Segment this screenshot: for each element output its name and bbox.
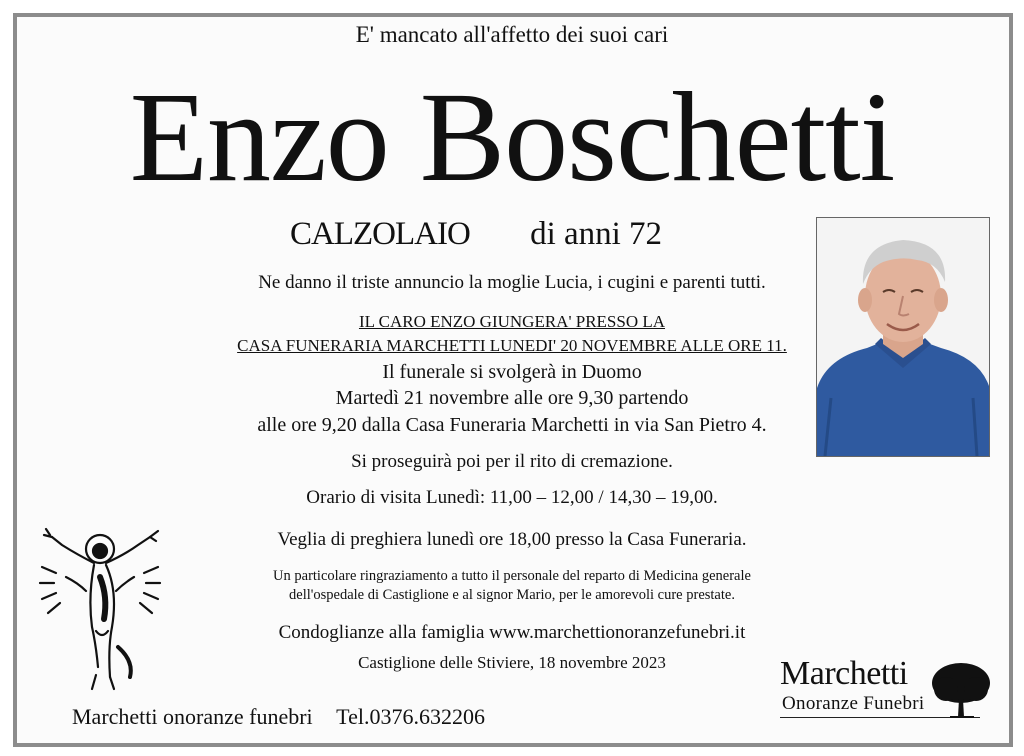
christ-drawing xyxy=(38,527,163,692)
announcement: Ne danno il triste annuncio la moglie Lucia, i cugini e parenti tutti. xyxy=(258,272,766,293)
funeral-line-2: Martedì 21 novembre alle ore 9,30 partendo xyxy=(335,387,689,409)
deceased-name: Enzo Boschetti xyxy=(129,66,895,208)
footer-phone: Tel.0376.632206 xyxy=(336,704,485,729)
condolences: Condoglianze alla famiglia www.marchettionoranzefunebri.it xyxy=(278,622,746,643)
visiting-hours: Orario di visita Lunedì: 11,00 – 12,00 / 14,30 – 19,00. xyxy=(306,487,718,508)
logo-tagline: Onoranze Funebri xyxy=(782,693,925,714)
arrival-line-2: CASA FUNERARIA MARCHETTI LUNEDI' 20 NOVEMBRE ALLE ORE 11. xyxy=(237,336,787,355)
logo-brand: Marchetti xyxy=(780,655,908,692)
intro-text: E' mancato all'affetto dei suoi cari xyxy=(355,22,669,47)
cremation-note: Si proseguirà poi per il rito di cremazione. xyxy=(351,451,673,472)
footer-contact xyxy=(72,704,485,730)
tree-icon xyxy=(930,659,992,721)
footer-company: Marchetti onoranze funebri xyxy=(72,704,313,729)
funeral-line-3: alle ore 9,20 dalla Casa Funeraria Marchetti in via San Pietro 4. xyxy=(257,414,767,436)
profession-age-line xyxy=(290,216,662,253)
risen-christ-illustration xyxy=(38,527,163,692)
portrait-photo xyxy=(816,217,990,457)
arrival-line-1: IL CARO ENZO GIUNGERA' PRESSO LA xyxy=(358,312,666,331)
profession: CALZOLAIO xyxy=(290,216,470,252)
age: di anni 72 xyxy=(530,216,663,252)
portrait-image xyxy=(817,218,989,456)
vigil-note: Veglia di preghiera lunedì ore 18,00 presso la Casa Funeraria. xyxy=(277,529,747,550)
marchetti-logo xyxy=(780,655,995,725)
funeral-line-1: Il funerale si svolgerà in Duomo xyxy=(382,361,642,383)
thanks-line-2: dell'ospedale di Castiglione e al signor Mario, per le amorevoli cure prestate. xyxy=(289,587,735,603)
place-date: Castiglione delle Stiviere, 18 novembre 2023 xyxy=(358,653,666,672)
thanks-line-1: Un particolare ringraziamento a tutto il personale del reparto di Medicina generale xyxy=(273,568,751,584)
